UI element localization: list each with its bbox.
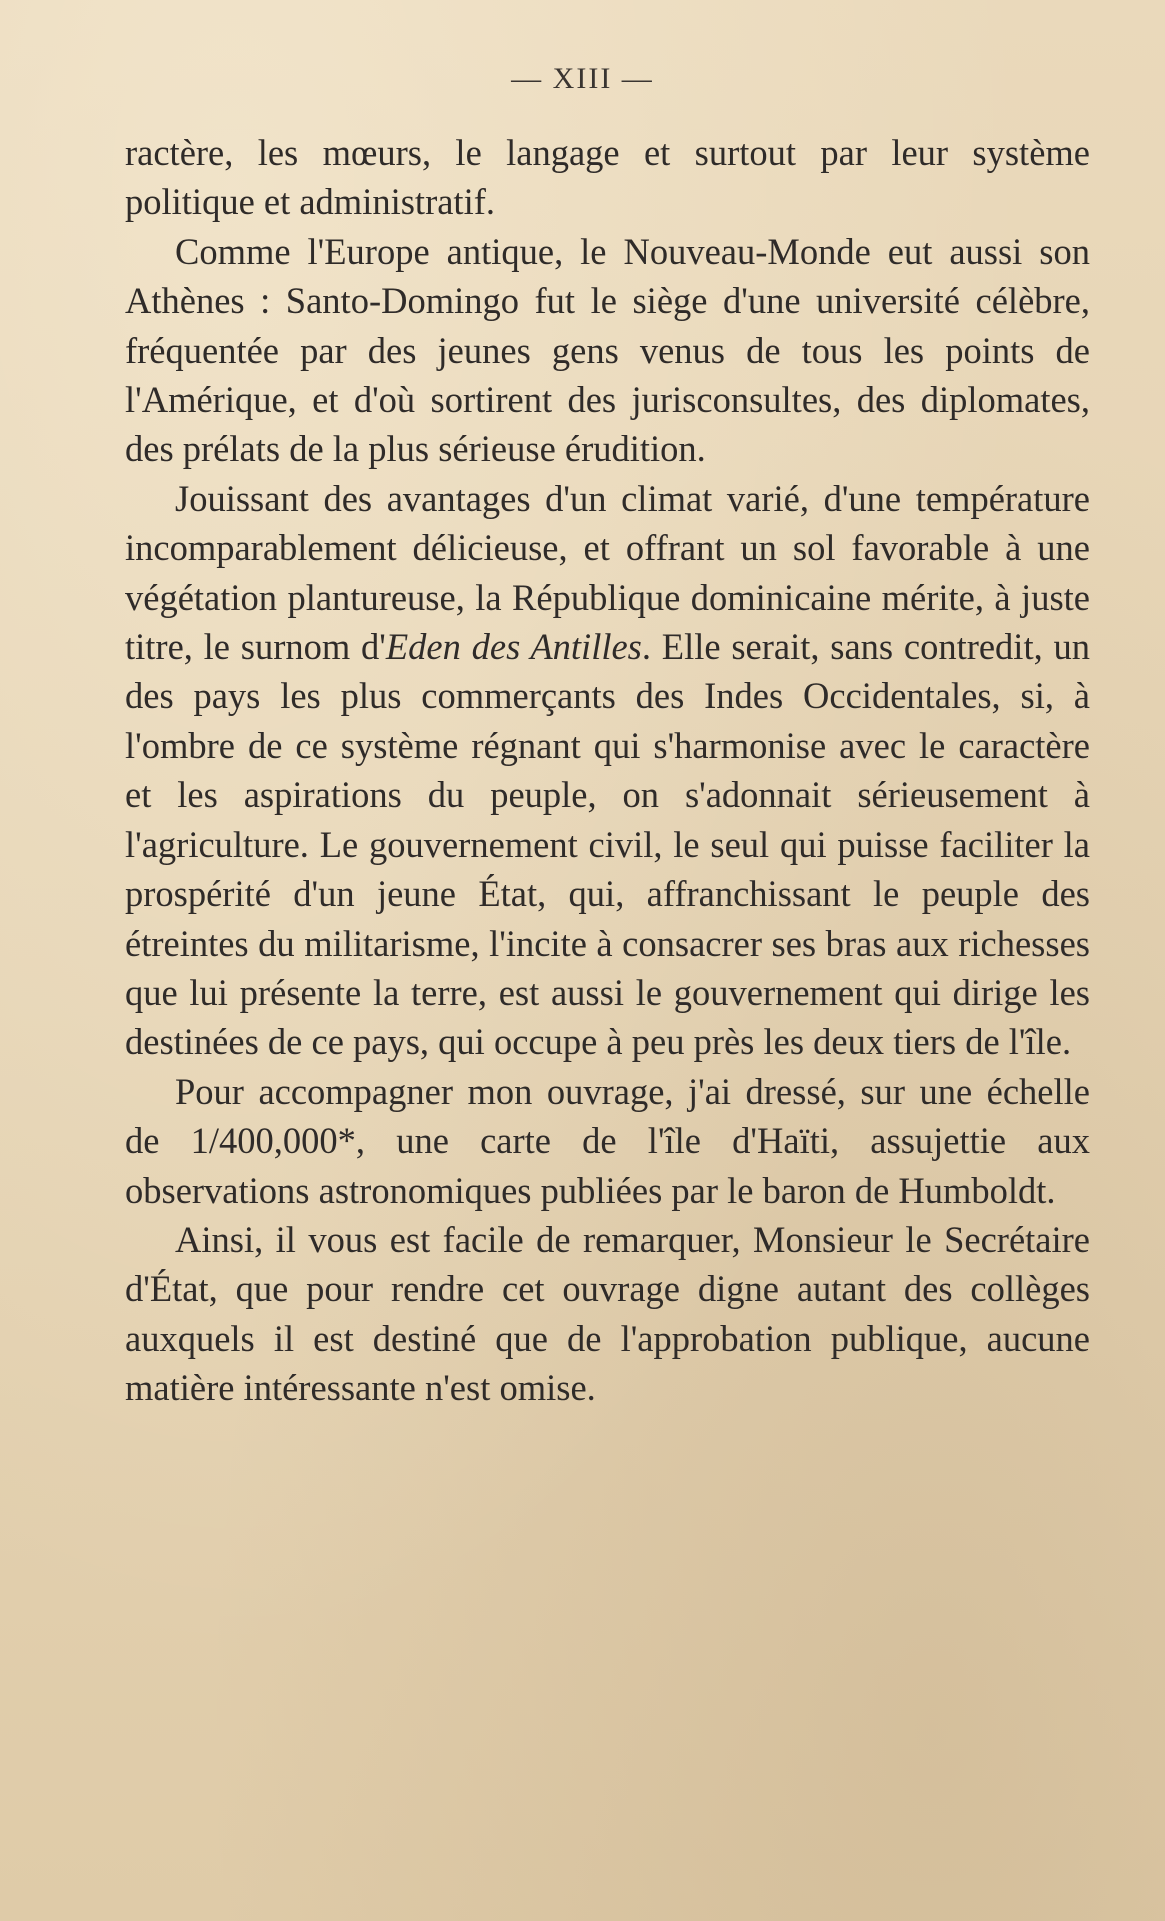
paragraph [125, 1067, 1090, 1215]
paragraph [125, 1215, 1090, 1413]
paragraph [125, 227, 1090, 474]
italic-phrase: Eden des Antilles [385, 626, 642, 668]
paragraph-text: Comme l'Europe antique, le Nouveau-Monde eut aussi son Athènes : Santo-Domingo fut le siège d'une université célèbre, fréquentée par des jeunes gens venus de tous les points de l'Amérique, et d'où sortirent des jurisconsultes, des diplomates, des prélats de la plus sérieuse érudition. [125, 230, 1090, 470]
paragraph [125, 474, 1090, 1067]
page-number: — XIII — [511, 62, 654, 95]
paragraph-text: . Elle serait, sans contredit, un des pays les plus commerçants des Indes Occidentales, si, à l'ombre de ce système régnant qui s'harmonise avec le caractère et les aspirations du peuple, on s'adonnait sérieusement à l'agriculture. Le gouvernement civil, le seul qui puisse faciliter la prospérité d'un jeune État, qui, affranchissant le peuple des étreintes du militarisme, l'incite à consacrer ses bras aux richesses que lui présente la terre, est aussi le gouvernement qui dirige les destinées de ce pays, qui occupe à peu près les deux tiers de l'île. [125, 626, 1090, 1063]
body-text [125, 128, 1090, 1413]
paragraph-text: ractère, les mœurs, le langage et surtout par leur système politique et administratif. [125, 132, 1090, 223]
paragraph-text: Jouissant des avantages d'un climat varié, d'une température incomparablement délicieuse, et offrant un sol favorable à une végétation plantureuse, la République dominicaine mérite, à juste titre, le surnom d' [125, 477, 1090, 668]
paragraph-text: Pour accompagner mon ouvrage, j'ai dressé, sur une échelle de 1/400,000*, une carte de l'île d'Haïti, assujettie aux observations astronomiques publiées par le baron de Humboldt. [125, 1070, 1090, 1211]
paragraph-text: Ainsi, il vous est facile de remarquer, Monsieur le Secrétaire d'État, que pour rendre cet ouvrage digne autant des collèges auxquels il est destiné que de l'approbation publique, aucune matière intéressante n'est omise. [125, 1218, 1090, 1409]
paragraph [125, 128, 1090, 227]
